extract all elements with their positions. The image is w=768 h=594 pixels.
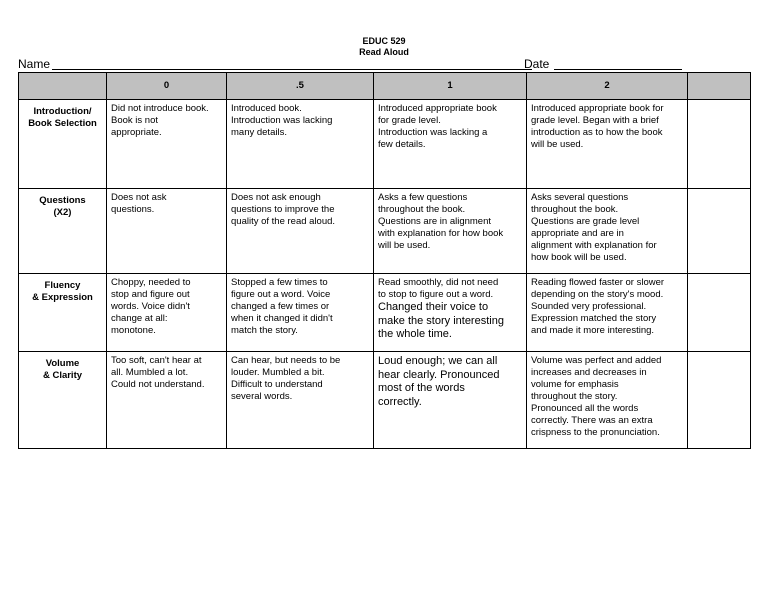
date-label: Date — [524, 57, 550, 71]
rubric-cell: Read smoothly, did not need to stop to figure out a word. Changed their voice to make the story interesting the whole time. — [374, 274, 527, 352]
score-cell[interactable] — [688, 352, 751, 449]
rubric-cell: Introduced book. Introduction was lacking many details. — [227, 100, 374, 189]
rubric-cell: Asks a few questions throughout the book. Questions are in alignment with explanation for how book will be used. — [374, 189, 527, 274]
criterion-cell: Questions (X2) — [19, 189, 107, 274]
rubric-cell: Stopped a few times to figure out a word. Voice changed a few times or when it changed it didn't match the story. — [227, 274, 374, 352]
date-field-line[interactable] — [554, 69, 682, 70]
name-label: Name — [18, 57, 51, 71]
column-header: 0 — [107, 73, 227, 100]
rubric-cell: Asks several questions throughout the book. Questions are grade level appropriate and are in alignment with explanation for how book will be used. — [527, 189, 688, 274]
column-header: .5 — [227, 73, 374, 100]
course-code: EDUC 529 — [362, 36, 406, 46]
rubric-cell: Does not ask questions. — [107, 189, 227, 274]
table-row — [19, 100, 751, 189]
table-row — [19, 352, 751, 449]
score-cell[interactable] — [688, 189, 751, 274]
column-header — [688, 73, 751, 100]
score-cell[interactable] — [688, 100, 751, 189]
rubric-cell: Introduced appropriate book for grade level. Introduction was lacking a few details. — [374, 100, 527, 189]
rubric-cell: Does not ask enough questions to improve the quality of the read aloud. — [227, 189, 374, 274]
rubric-cell: Introduced appropriate book for grade level. Began with a brief introduction as to how the book will be used. — [527, 100, 688, 189]
rubric-cell: Did not introduce book. Book is not appropriate. — [107, 100, 227, 189]
table-row — [19, 189, 751, 274]
rubric-table — [18, 72, 751, 449]
criterion-cell: Introduction/ Book Selection — [19, 100, 107, 189]
table-header-row — [19, 73, 751, 100]
rubric-cell: Choppy, needed to stop and figure out words. Voice didn't change at all: monotone. — [107, 274, 227, 352]
name-field-line[interactable] — [52, 69, 532, 70]
rubric-cell: Volume was perfect and added increases and decreases in volume for emphasis throughout the story. Pronounced all the words correctly. There was an extra crispness to the pronunciation. — [527, 352, 688, 449]
rubric-cell: Reading flowed faster or slower depending on the story's mood. Sounded very professional. Expression matched the story and made it more interesting. — [527, 274, 688, 352]
document-title: Read Aloud — [359, 47, 409, 57]
rubric-cell: Too soft, can't hear at all. Mumbled a lot. Could not understand. — [107, 352, 227, 449]
rubric-cell-extra: Changed their voice to make the story interesting the whole time. — [378, 301, 504, 340]
column-header: 1 — [374, 73, 527, 100]
rubric-cell: Loud enough; we can all hear clearly. Pronounced most of the words correctly. — [374, 352, 527, 449]
document-header — [0, 36, 768, 58]
column-header — [19, 73, 107, 100]
rubric-cell: Can hear, but needs to be louder. Mumbled a bit. Difficult to understand several words. — [227, 352, 374, 449]
column-header: 2 — [527, 73, 688, 100]
name-date-row — [18, 57, 688, 71]
criterion-cell: Fluency & Expression — [19, 274, 107, 352]
criterion-cell: Volume & Clarity — [19, 352, 107, 449]
table-row — [19, 274, 751, 352]
score-cell[interactable] — [688, 274, 751, 352]
